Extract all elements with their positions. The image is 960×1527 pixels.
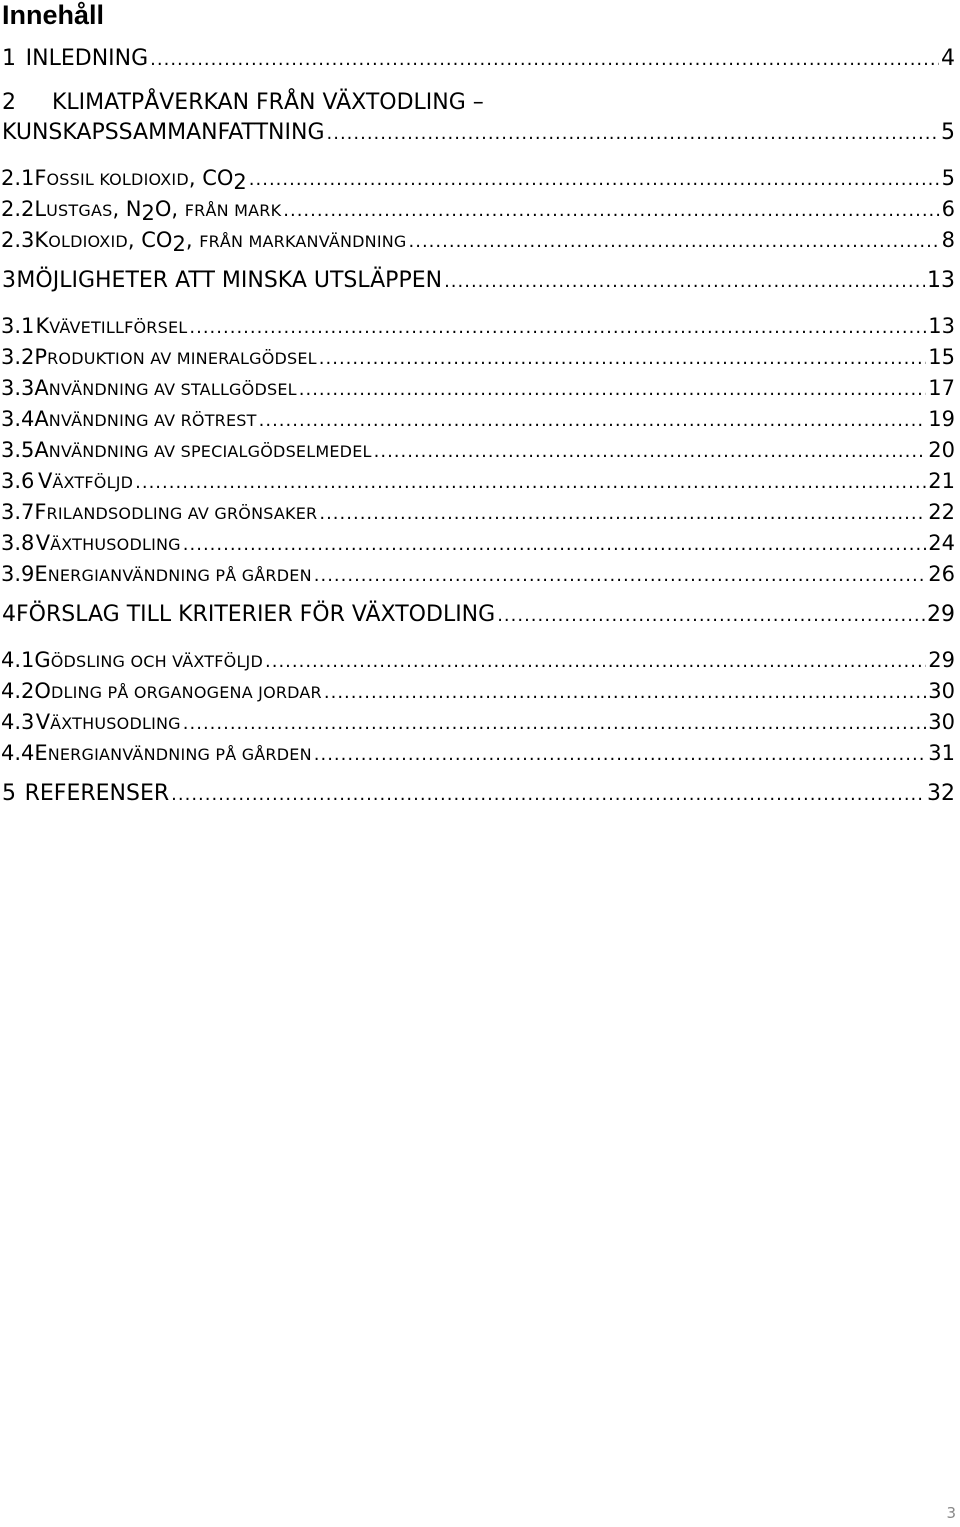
toc-entry-page: 30 bbox=[928, 679, 955, 703]
toc-entry-3-6[interactable] bbox=[0, 466, 955, 496]
toc-entry-page: 22 bbox=[928, 500, 955, 524]
toc-entry-number: 3.9 bbox=[1, 562, 35, 586]
toc-entry-title: PRODUKTION AV MINERALGÖDSEL bbox=[34, 345, 317, 369]
toc-entry-page: 4 bbox=[941, 46, 955, 71]
toc-entry-page: 6 bbox=[941, 197, 955, 221]
toc-leader-dots bbox=[327, 119, 940, 149]
toc-leader-dots bbox=[135, 468, 926, 498]
toc-leader-dots bbox=[374, 437, 927, 467]
toc-entry-4[interactable] bbox=[0, 600, 955, 630]
toc-entry-number: 3.8 bbox=[1, 531, 35, 555]
toc-entry-number: 2 bbox=[2, 90, 16, 115]
toc-entry-page: 29 bbox=[927, 602, 955, 627]
toc-leader-dots bbox=[283, 196, 939, 226]
toc-leader-dots bbox=[171, 780, 925, 810]
toc-entry-page: 26 bbox=[928, 562, 955, 586]
toc-entry-title: INLEDNING bbox=[25, 46, 149, 71]
toc-entry-3-3[interactable] bbox=[0, 373, 955, 403]
toc-entry-number: 4.4 bbox=[1, 741, 35, 765]
toc-entry-page: 13 bbox=[927, 268, 955, 293]
toc-heading: Innehåll bbox=[2, 0, 105, 30]
toc-entry-title: KLIMATPÅVERKAN FRÅN VÄXTODLING – bbox=[52, 90, 484, 115]
toc-entry-number: 4.1 bbox=[1, 648, 35, 672]
toc-entry-2[interactable] bbox=[0, 88, 955, 118]
toc-entry-4-2[interactable] bbox=[0, 676, 955, 706]
toc-entry-page: 31 bbox=[928, 741, 955, 765]
toc-entry-page: 5 bbox=[941, 166, 955, 190]
page-number: 3 bbox=[946, 1504, 956, 1522]
toc-entry-number: 2.1 bbox=[1, 166, 35, 190]
toc-entry-3-4[interactable] bbox=[0, 404, 955, 434]
toc-entry-number: 5 bbox=[2, 781, 16, 806]
toc-entry-4-4[interactable] bbox=[0, 738, 955, 768]
toc-entry-2-2[interactable] bbox=[0, 194, 955, 224]
toc-leader-dots bbox=[314, 561, 927, 591]
toc-entry-title: LUSTGAS, $N_2O$, FRÅN MARK bbox=[34, 197, 282, 226]
toc-entry-3-9[interactable] bbox=[0, 559, 955, 589]
toc-leader-dots bbox=[497, 601, 925, 631]
toc-entry-page: 20 bbox=[928, 438, 955, 462]
toc-entry-number: 3.4 bbox=[1, 407, 35, 431]
toc-leader-dots bbox=[259, 406, 927, 436]
toc-entry-page: 30 bbox=[928, 710, 955, 734]
toc-leader-dots bbox=[183, 709, 926, 739]
toc-leader-dots bbox=[444, 267, 925, 297]
toc-entry-number: 2.3 bbox=[1, 228, 35, 252]
toc-entry-title: VÄXTFÖLJD bbox=[38, 469, 134, 493]
toc-entry-number: 4 bbox=[2, 602, 16, 627]
toc-entry-3-8[interactable] bbox=[0, 528, 955, 558]
toc-entry-title: GÖDSLING OCH VÄXTFÖLJD bbox=[34, 648, 263, 672]
toc-entry-number: 4.3 bbox=[1, 710, 35, 734]
toc-entry-title: ENERGIANVÄNDNING PÅ GÅRDEN bbox=[34, 562, 312, 586]
toc-entry-number: 2.2 bbox=[1, 197, 35, 221]
toc-leader-dots bbox=[409, 227, 940, 257]
toc-entry-1[interactable] bbox=[0, 44, 955, 74]
toc-entry-3[interactable] bbox=[0, 266, 955, 296]
toc-entry-3-7[interactable] bbox=[0, 497, 955, 527]
toc-entry-title: FRILANDSODLING AV GRÖNSAKER bbox=[34, 500, 318, 524]
toc-entry-number: 3.5 bbox=[1, 438, 35, 462]
toc-entry-number: 3.1 bbox=[1, 314, 35, 338]
toc-entry-page: 13 bbox=[928, 314, 955, 338]
toc-entry-5[interactable] bbox=[0, 779, 955, 809]
toc-entry-title: KVÄVETILLFÖRSEL bbox=[35, 314, 188, 338]
toc-entry-number: 3.7 bbox=[1, 500, 35, 524]
toc-leader-dots bbox=[319, 344, 926, 374]
toc-entry-4-3[interactable] bbox=[0, 707, 955, 737]
toc-leader-dots bbox=[183, 530, 926, 560]
toc-entry-2-3[interactable] bbox=[0, 225, 955, 255]
toc-entry-title: ODLING PÅ ORGANOGENA JORDAR bbox=[34, 679, 322, 703]
toc-entry-2-1[interactable] bbox=[0, 163, 955, 193]
toc-entry-3-1[interactable] bbox=[0, 311, 955, 341]
toc-entry-number: 1 bbox=[2, 46, 16, 71]
toc-entry-title: REFERENSER bbox=[24, 781, 170, 806]
toc-entry-number: 3 bbox=[2, 268, 16, 293]
toc-entry-2-continued[interactable] bbox=[0, 118, 955, 148]
toc-leader-dots bbox=[324, 678, 926, 708]
toc-entry-title: ANVÄNDNING AV STALLGÖDSEL bbox=[34, 376, 297, 400]
toc-entry-page: 32 bbox=[927, 781, 955, 806]
toc-leader-dots bbox=[249, 165, 940, 195]
toc-entry-title-line2: KUNSKAPSSAMMANFATTNING bbox=[2, 120, 325, 145]
toc-entry-page: 5 bbox=[941, 120, 955, 145]
toc-entry-page: 17 bbox=[928, 376, 955, 400]
toc-entry-page: 15 bbox=[928, 345, 955, 369]
toc-entry-number: 3.6 bbox=[1, 469, 35, 493]
toc-leader-dots bbox=[299, 375, 927, 405]
toc-leader-dots bbox=[319, 499, 926, 529]
toc-entry-title: KOLDIOXID, $CO_2$, FRÅN MARKANVÄNDNING bbox=[34, 228, 407, 257]
toc-entry-number: 3.2 bbox=[1, 345, 35, 369]
toc-entry-4-1[interactable] bbox=[0, 645, 955, 675]
toc-entry-3-5[interactable] bbox=[0, 435, 955, 465]
toc-entry-title: FÖRSLAG TILL KRITERIER FÖR VÄXTODLING bbox=[16, 602, 496, 627]
toc-entry-title: VÄXTHUSODLING bbox=[35, 531, 181, 555]
toc-entry-page: 21 bbox=[928, 469, 955, 493]
toc-entry-title: VÄXTHUSODLING bbox=[35, 710, 181, 734]
toc-leader-dots bbox=[314, 740, 927, 770]
toc-leader-dots bbox=[189, 313, 926, 343]
toc-entry-title: FOSSIL KOLDIOXID, $CO_2$ bbox=[34, 166, 247, 195]
toc-leader-dots bbox=[150, 45, 939, 75]
toc-entry-title: MÖJLIGHETER ATT MINSKA UTSLÄPPEN bbox=[16, 268, 443, 293]
toc-leader-dots bbox=[265, 647, 926, 677]
toc-entry-title: ENERGIANVÄNDNING PÅ GÅRDEN bbox=[34, 741, 312, 765]
toc-entry-page: 24 bbox=[928, 531, 955, 555]
toc-entry-page: 8 bbox=[941, 228, 955, 252]
toc-entry-number: 4.2 bbox=[1, 679, 35, 703]
toc-entry-title: ANVÄNDNING AV SPECIALGÖDSELMEDEL bbox=[34, 438, 372, 462]
toc-entry-3-2[interactable] bbox=[0, 342, 955, 372]
toc-entry-page: 19 bbox=[928, 407, 955, 431]
toc-entry-page: 29 bbox=[928, 648, 955, 672]
toc-entry-title: ANVÄNDNING AV RÖTREST bbox=[34, 407, 257, 431]
toc-entry-number: 3.3 bbox=[1, 376, 35, 400]
